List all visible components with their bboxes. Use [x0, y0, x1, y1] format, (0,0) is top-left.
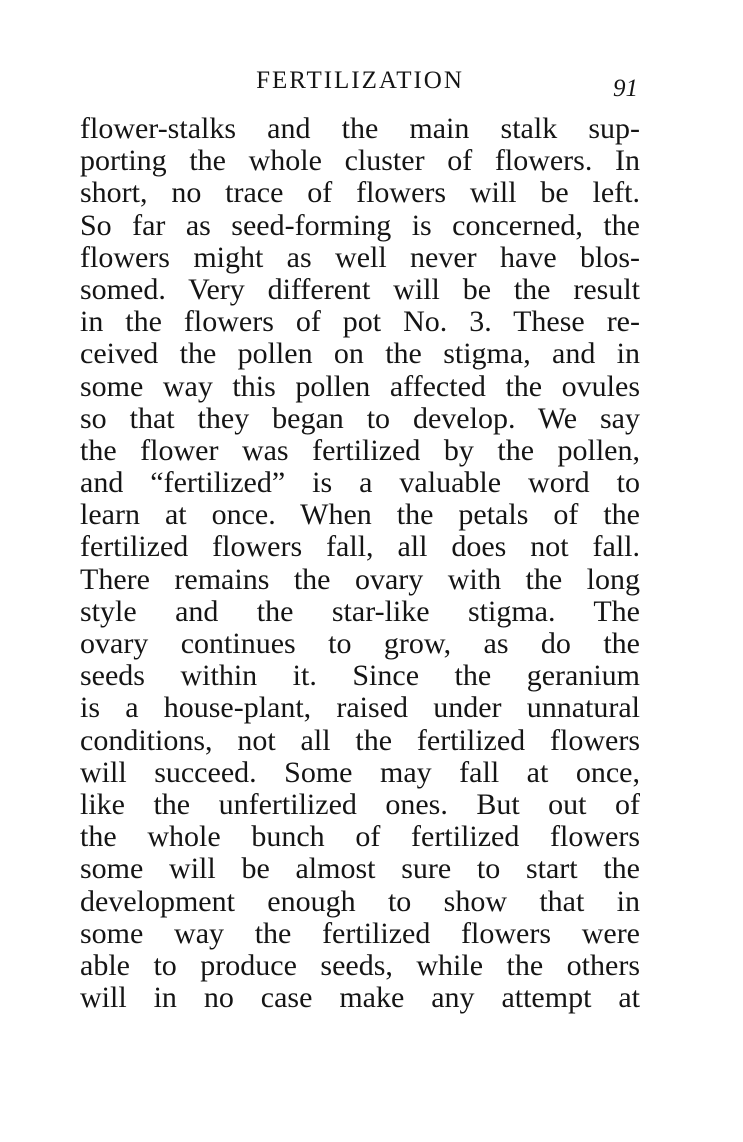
running-head [80, 64, 640, 104]
text-line: will succeed. Some may fall at once, [80, 755, 640, 789]
text-line: some will be almost sure to start the [80, 852, 640, 886]
text-line: There remains the ovary with the long [80, 562, 640, 596]
text-line: fertilized flowers fall, all does not fall. [80, 530, 640, 564]
text-line: some way the fertilized flowers were [80, 916, 640, 950]
text-line: seeds within it. Since the geranium [80, 659, 640, 693]
text-line: able to produce seeds, while the others [80, 948, 640, 982]
text-line: like the unfertilized ones. But out of [80, 787, 640, 821]
text-line: style and the star-like stigma. The [80, 594, 640, 628]
text-line: short, no trace of flowers will be left. [80, 176, 640, 210]
body-text [80, 113, 640, 1014]
text-line: and “fertilized” is a valuable word to [80, 466, 640, 500]
text-line: development enough to show that in [80, 884, 640, 918]
text-line: So far as seed-forming is concerned, the [80, 208, 640, 242]
text-line: somed. Very different will be the result [80, 272, 640, 306]
page-number: 91 [613, 75, 638, 102]
running-title: FERTILIZATION [256, 67, 464, 94]
text-line: some way this pollen affected the ovules [80, 369, 640, 403]
text-line: in the flowers of pot No. 3. These re- [80, 305, 640, 339]
text-line: porting the whole cluster of flowers. In [80, 144, 640, 178]
text-line: ceived the pollen on the stigma, and in [80, 337, 640, 371]
text-line: learn at once. When the petals of the [80, 498, 640, 532]
text-line: is a house-plant, raised under unnatural [80, 691, 640, 725]
text-line: flower-stalks and the main stalk sup- [80, 112, 640, 145]
text-line: ovary continues to grow, as do the [80, 627, 640, 660]
text-line: the flower was fertilized by the pollen, [80, 433, 640, 467]
text-line: conditions, not all the fertilized flowers [80, 723, 640, 757]
text-line: will in no case make any attempt at [80, 981, 640, 1015]
text-line: flowers might as well never have blos- [80, 240, 640, 274]
text-line: the whole bunch of fertilized flowers [80, 820, 640, 854]
text-line: so that they began to develop. We say [80, 401, 640, 435]
